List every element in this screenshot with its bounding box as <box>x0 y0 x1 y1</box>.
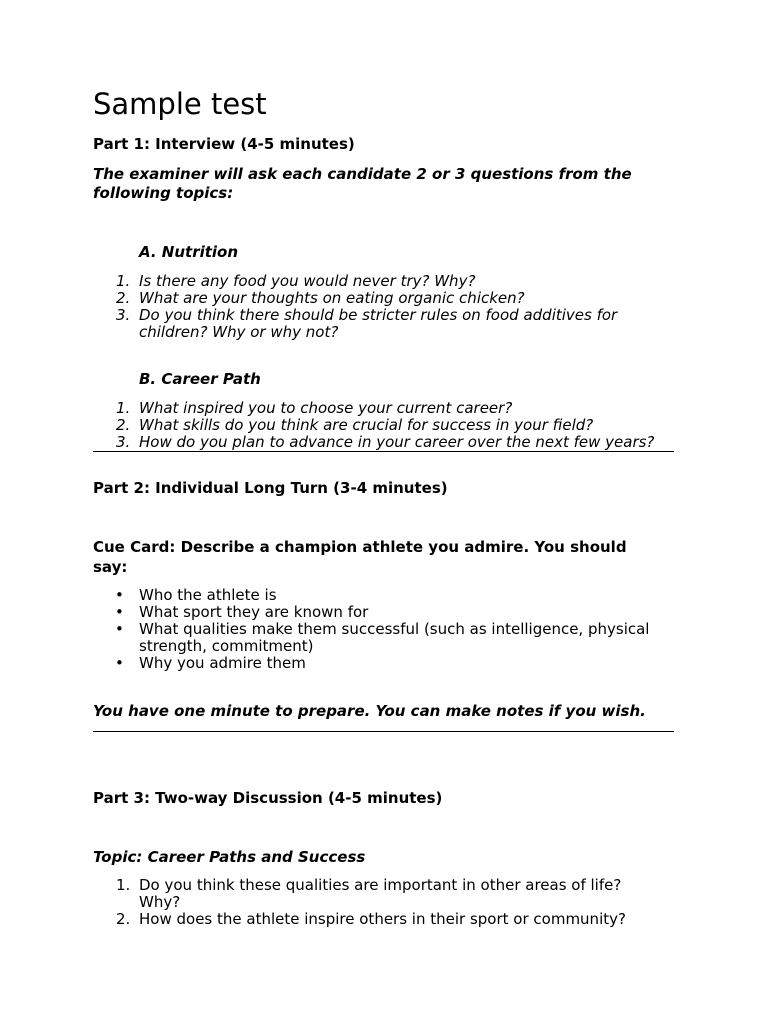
part3-heading: Part 3: Two-way Discussion (4-5 minutes) <box>93 789 443 807</box>
part3-topic: Topic: Career Paths and Success <box>93 848 366 866</box>
question-text: What skills do you think are crucial for success in your field? <box>139 416 594 434</box>
bullet-icon: • <box>115 620 124 638</box>
part1-intro-line1: The examiner will ask each candidate 2 or 3 questions from the <box>93 165 632 183</box>
part1-intro-line2: following topics: <box>93 184 234 202</box>
list-number: 2. <box>116 416 131 434</box>
bullet-text: Why you admire them <box>139 654 306 672</box>
list-item <box>93 911 693 928</box>
bullet-text-line2: strength, commitment) <box>139 637 314 655</box>
topic-a-heading: A. Nutrition <box>139 243 239 261</box>
part3-questions <box>93 877 693 928</box>
bullet-icon: • <box>115 603 124 621</box>
question-text-line1: Do you think these qualities are important in other areas of life? <box>139 876 622 894</box>
list-item <box>93 290 693 307</box>
cue-card-line1: Cue Card: Describe a champion athlete you admire. You should <box>93 538 627 556</box>
list-item <box>93 434 713 451</box>
part1-heading: Part 1: Interview (4-5 minutes) <box>93 135 355 153</box>
list-number: 3. <box>116 306 131 324</box>
bullet-icon: • <box>115 586 124 604</box>
question-text: How does the athlete inspire others in their sport or community? <box>139 910 626 928</box>
list-item <box>93 655 693 672</box>
question-text: What are your thoughts on eating organic chicken? <box>139 289 525 307</box>
list-item <box>93 604 693 621</box>
bullet-text-line1: What qualities make them successful (such as intelligence, physical <box>139 620 650 638</box>
topic-b-questions <box>93 400 713 451</box>
part2-heading: Part 2: Individual Long Turn (3-4 minutes) <box>93 479 448 497</box>
list-item <box>93 307 693 341</box>
prep-note: You have one minute to prepare. You can make notes if you wish. <box>93 702 646 720</box>
question-text: Is there any food you would never try? Why? <box>139 272 476 290</box>
list-number: 2. <box>116 289 131 307</box>
page-title: Sample test <box>93 87 267 121</box>
list-item <box>93 400 713 417</box>
topic-a-questions <box>93 273 693 341</box>
cue-card-line2: say: <box>93 558 128 576</box>
question-text-line2: children? Why or why not? <box>139 323 339 341</box>
question-text: How do you plan to advance in your career over the next few years? <box>139 433 655 451</box>
list-item <box>93 273 693 290</box>
cue-card-bullets <box>93 587 693 672</box>
question-text-line1: Do you think there should be stricter rules on food additives for <box>139 306 618 324</box>
list-item <box>93 587 693 604</box>
topic-b-heading: B. Career Path <box>139 370 261 388</box>
list-number: 2. <box>116 910 131 928</box>
list-number: 1. <box>116 399 131 417</box>
list-item <box>93 621 693 655</box>
section-divider <box>93 451 674 452</box>
list-item <box>93 877 693 911</box>
question-text: What inspired you to choose your current career? <box>139 399 513 417</box>
bullet-text: What sport they are known for <box>139 603 369 621</box>
question-text-line2: Why? <box>139 893 181 911</box>
bullet-text: Who the athlete is <box>139 586 277 604</box>
list-number: 3. <box>116 433 131 451</box>
section-divider <box>93 731 674 732</box>
list-number: 1. <box>116 876 131 894</box>
list-item <box>93 417 713 434</box>
bullet-icon: • <box>115 654 124 672</box>
list-number: 1. <box>116 272 131 290</box>
